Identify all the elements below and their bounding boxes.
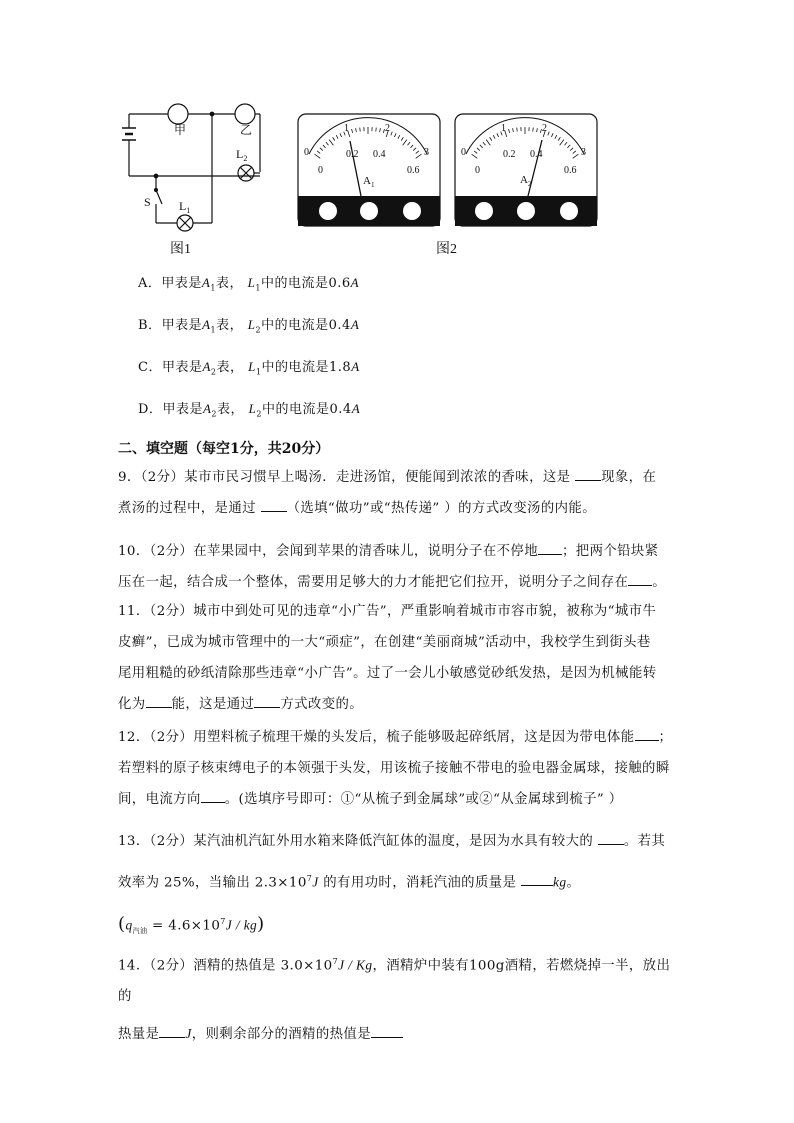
svg-text:3: 3 (424, 147, 429, 158)
svg-text:1: 1 (344, 123, 349, 134)
scale-tick (360, 128, 361, 132)
answer-blank[interactable] (628, 574, 652, 586)
svg-text:0: 0 (461, 147, 466, 158)
svg-text:0: 0 (318, 165, 323, 176)
svg-text:0.6: 0.6 (564, 165, 577, 176)
answer-blank[interactable] (521, 874, 553, 886)
question-14: 14．（2分）酒精的热值是 $3.0\times 10^7J / Kg$，酒精炉中装有100g酒精，若燃烧掉一半，放出的 热量是 J，则剩余部分的酒精的热值是 (118, 957, 671, 1043)
svg-text:0.2: 0.2 (346, 149, 359, 160)
switch-label: S (144, 195, 151, 209)
question-11: 11．（2分）城市中到处可见的违章“小广告”，严重影响着城市市容市貌，被称为“城市牛 皮癣”，已成为城市管理中的一大“顽症”，在创建“美丽商城”活动中，我校学生到街头巷 尾用粗糙的砂纸清除那些违章“小广告”。过了一会儿小敏感觉砂纸发热，是因为机械能转 化为 能，这是通过 方式改变的。 (118, 604, 657, 712)
ammeter-a2 (455, 114, 597, 226)
svg-text:0: 0 (475, 165, 480, 176)
svg-text:0: 0 (304, 147, 309, 158)
question-13: 13．（2分）某汽油机汽缸外用水箱来降低汽缸体的温度，是因为水具有较大的 。若其 效率为 25%，当输出 $2.3\times 10^7J$ 的有用功时，消耗汽油的质量是 kg。 $(q_{汽油} = 4.6\times 10^7J / kg)$ (118, 834, 666, 936)
scale-tick (376, 128, 377, 132)
answer-blank[interactable] (146, 696, 172, 708)
svg-text:1: 1 (501, 123, 506, 134)
answer-blank[interactable] (371, 1026, 403, 1038)
question-9: 9．（2分）某市市民习惯早上喝汤．走进汤馆，便能闻到浓浓的香味，这是 现象，在 煮汤的过程中，是通过 （选填“做功”或“热传递” ）的方式改变汤的内能。 (118, 470, 657, 516)
scale-tick (533, 128, 534, 132)
answer-blank[interactable] (635, 729, 659, 741)
option-a[interactable]: A．甲表是$A_1$表， $L_1$中的电流是0.6A (138, 275, 360, 293)
svg-text:0.4: 0.4 (530, 149, 543, 160)
answer-blank[interactable] (598, 833, 624, 845)
option-d[interactable]: D．甲表是$A_2$表， $L_2$中的电流是0.4A (138, 401, 361, 419)
svg-text:3: 3 (581, 147, 586, 158)
question-10: 10．（2分）在苹果园中，会闻到苹果的清香味儿，说明分子在不停地 ；把两个铅块紧 压在一起，结合成一个整体，需要用足够大的力才能把它们拉开，说明分子之间存在 。 (118, 544, 667, 590)
answer-blank[interactable] (538, 543, 562, 555)
svg-text:0.4: 0.4 (373, 149, 386, 160)
scale-tick (517, 128, 518, 132)
option-c[interactable]: C．甲表是$A_2$表， $L_1$中的电流是1.8A (138, 359, 360, 377)
l1-label: $L_1$ (179, 199, 191, 215)
jia-label: 甲 (174, 123, 187, 137)
svg-text:A2: $A_2$ (520, 174, 532, 188)
figure-2-caption: 图2 (436, 242, 457, 257)
answer-blank[interactable] (575, 469, 601, 481)
svg-text:0.6: 0.6 (407, 165, 420, 176)
figures (110, 98, 586, 237)
yi-label: 乙 (240, 123, 253, 137)
ammeter-a1 (298, 114, 440, 226)
section-title: 二、填空题（每空1分，共20分） (118, 441, 330, 457)
svg-text:A1: $A_1$ (363, 175, 375, 189)
svg-text:2: 2 (542, 123, 547, 134)
answer-blank[interactable] (201, 791, 225, 803)
l2-label: $L_2$ (236, 147, 248, 163)
answer-blank[interactable] (254, 696, 280, 708)
question-12: 12．（2分）用塑料梳子梳理干燥的头发后，梳子能够吸起碎纸屑，这是因为带电体能 ； 若塑料的原子核束缚电子的本领强于头发，用该梳子接触不带电的验电器金属球，接触的瞬 间，电流方向 。(选填序号即可：①“从梳子到金属球”或②“从金属球到梳子” ） (118, 730, 673, 807)
figure-image (110, 98, 586, 233)
option-b[interactable]: B．甲表是$A_1$表， $L_2$中的电流是0.4A (138, 317, 360, 335)
svg-text:0.2: 0.2 (503, 149, 516, 160)
figure-1-caption: 图1 (170, 242, 191, 257)
answer-blank[interactable] (159, 1026, 185, 1038)
svg-text:2: 2 (385, 123, 390, 134)
answer-blank[interactable] (261, 500, 287, 512)
